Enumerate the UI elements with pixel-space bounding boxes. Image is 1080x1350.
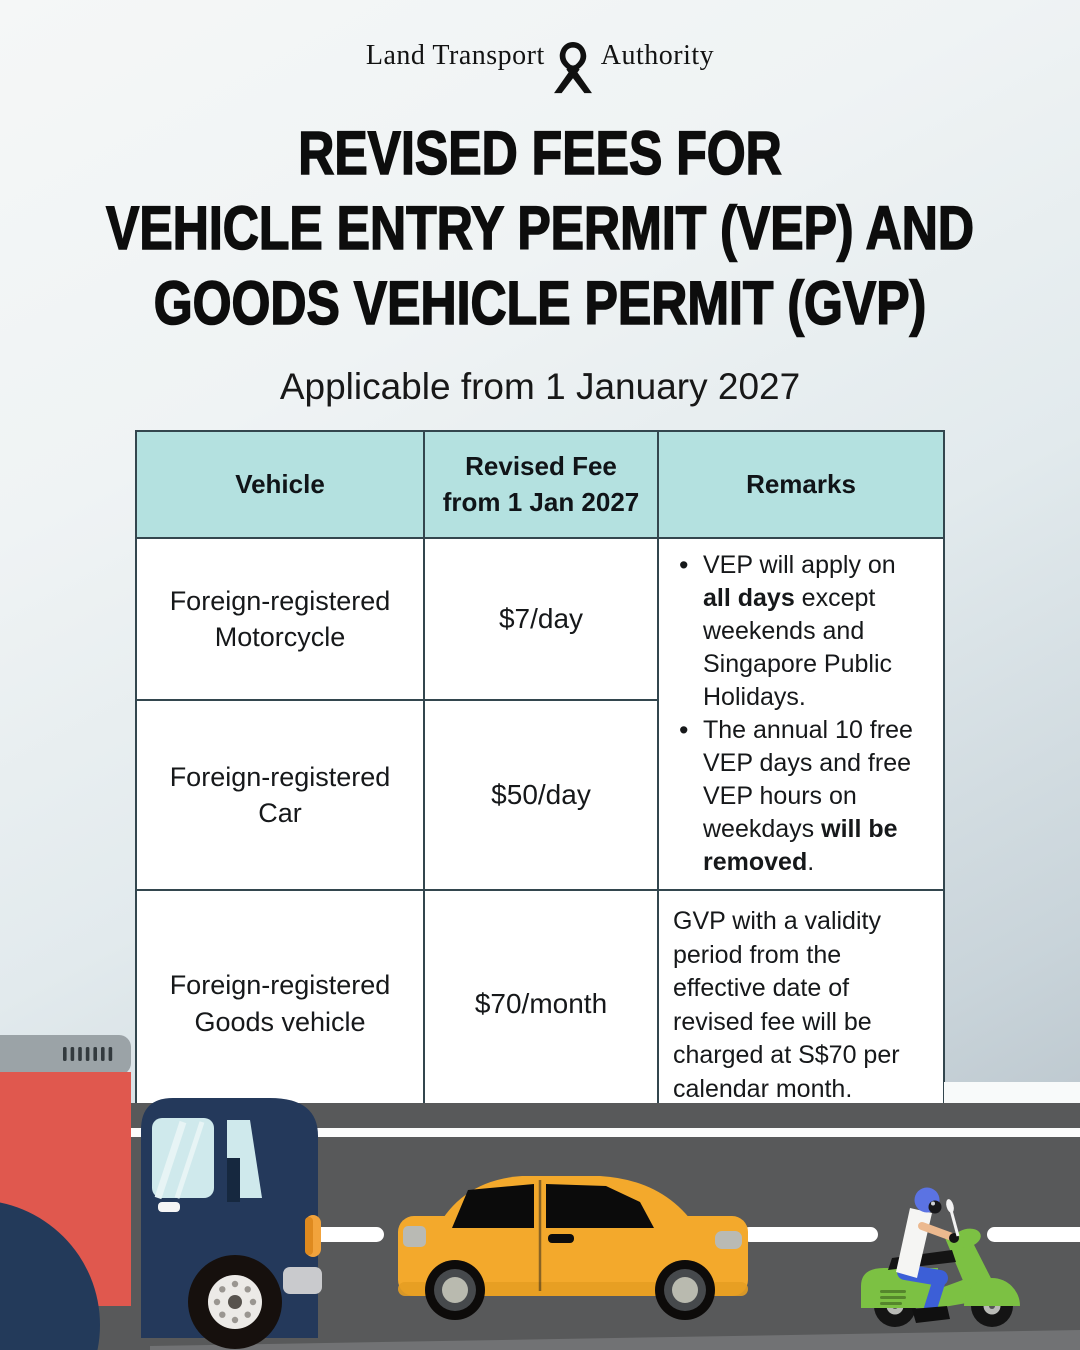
remarks-vep [658, 538, 944, 890]
lta-logo [0, 40, 1080, 72]
lta-ribbon-icon [552, 41, 594, 96]
car-headlight [715, 1231, 742, 1249]
haze-strip [944, 1082, 1080, 1106]
effective-date-subtitle: Applicable from 1 January 2027 [279, 366, 801, 407]
goods-truck-illustration [0, 1035, 322, 1350]
truck-pillar [227, 1158, 240, 1202]
vep-remark-1: • VEP will apply on all days except weekends and Singapore Public Holidays. [703, 549, 929, 714]
car-rear-wheel [425, 1260, 485, 1320]
car-door-handle [548, 1234, 574, 1243]
lta-logo-text-right: Authority [600, 40, 715, 71]
table-row [136, 538, 944, 700]
truck-wheel [188, 1255, 282, 1349]
road-scene-illustration [0, 1030, 1080, 1350]
fee-car: $50/day [424, 700, 658, 890]
vehicle-motorcycle: Foreign-registered Motorcycle [136, 538, 424, 700]
header-remarks: Remarks [658, 431, 944, 538]
car-front-wheel [655, 1260, 715, 1320]
truck-door-handle [158, 1202, 180, 1212]
table-header-row [136, 431, 944, 538]
lta-logo-text-left: Land Transport [365, 40, 545, 71]
page-title [0, 116, 1080, 341]
header-revised-fee: Revised Fee from 1 Jan 2027 [424, 431, 658, 538]
title-line-2: VEHICLE ENTRY PERMIT (VEP) AND [105, 194, 975, 262]
fee-motorcycle: $7/day [424, 538, 658, 700]
title-line-1: REVISED FEES FOR [298, 119, 782, 187]
vehicle-car: Foreign-registered Car [136, 700, 424, 890]
rider-face [929, 1201, 942, 1214]
title-line-3: GOODS VEHICLE PERMIT (GVP) [153, 269, 927, 337]
vep-remarks-list [669, 549, 929, 879]
fee-goods: $70/month [424, 890, 658, 1117]
header-vehicle: Vehicle [136, 431, 424, 538]
fees-table [135, 430, 945, 1118]
vehicle-goods: Foreign-registered Goods vehicle [136, 890, 424, 1117]
car-taillight [403, 1226, 426, 1247]
remarks-gvp: GVP with a validity period from the effective date of revised fee will be charged at S$70 per calendar month. [658, 890, 944, 1117]
vep-remark-2: • The annual 10 free VEP days and free VEP hours on weekdays will be removed. [703, 714, 929, 879]
truck-bumper [283, 1267, 322, 1294]
